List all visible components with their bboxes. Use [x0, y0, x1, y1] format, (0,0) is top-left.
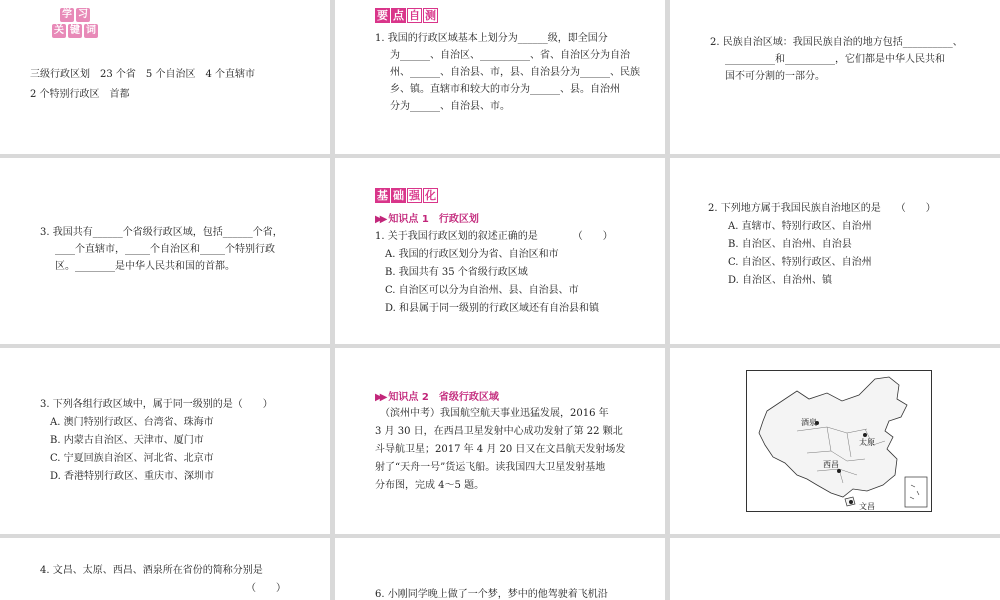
self-test-line: 州、______、自治县、市，县、自治县分为______、民族 — [390, 67, 640, 78]
self-test-heading — [375, 8, 438, 23]
self-test-line: 乡、镇。直辖市和较大的市分为______、县。自治州 — [390, 84, 620, 95]
option: D. 和县属于同一级别的行政区域还有自治县和镇 — [385, 303, 600, 314]
panel-dream — [335, 538, 665, 600]
site-xichang-dot — [837, 469, 841, 473]
keywords-line-1: 三级行政区划 23 个省 5 个自治区 4 个直辖市 — [30, 69, 255, 80]
question-2: 2. 下列地方属于我国民族自治地区的是 （ ） — [708, 203, 936, 214]
panel-launch-bases — [335, 348, 665, 534]
logo-char: 学 — [62, 9, 72, 20]
arrow-icon: ▶▶ — [375, 214, 385, 225]
passage-line: 射了“天舟一号”货运飞船。读我国四大卫星发射基地 — [375, 462, 606, 473]
label-xichang: 西昌 — [823, 460, 839, 469]
province-count-line: ____个直辖市，_____个自治区和_____个特别行政 — [55, 244, 275, 255]
heading-char: 化 — [425, 189, 436, 202]
panel-empty — [670, 538, 1000, 600]
option: A. 直辖市、特别行政区、自治州 — [728, 221, 872, 232]
panel-foundation — [335, 158, 665, 344]
keywords-line-2: 2 个特别行政区 首都 — [30, 89, 130, 100]
logo-char: 习 — [78, 9, 88, 20]
logo-char: 键 — [70, 25, 80, 36]
passage-line: 分布图，完成 4～5 题。 — [375, 480, 485, 491]
self-test-line: 分为______、自治县、市。 — [390, 101, 510, 112]
option: A. 我国的行政区划分为省、自治区和市 — [385, 249, 559, 260]
site-taiyuan-dot — [863, 433, 867, 437]
self-test-line: 1. 我国的行政区域基本上划分为______级，即全国分 — [375, 33, 608, 44]
panel-province-count — [0, 158, 330, 344]
option: C. 宁夏回族自治区、河北省、北京市 — [50, 453, 214, 464]
option: B. 我国共有 35 个省级行政区域 — [385, 267, 528, 278]
option: A. 澳门特别行政区、台湾省、珠海市 — [50, 417, 214, 428]
knowledge-point-1 — [375, 210, 479, 225]
panel-map — [670, 348, 1000, 534]
panel-self-test — [335, 0, 665, 154]
passage-line: 斗导航卫星；2017 年 4 月 20 日又在文昌航天发射场发 — [375, 444, 626, 455]
autonomy-line: 2. 民族自治区域：我国民族自治的地方包括__________、 — [710, 37, 963, 48]
foundation-heading — [375, 188, 438, 203]
panel-autonomy — [670, 0, 1000, 154]
province-count-line: 区。________是中华人民共和国的首都。 — [55, 261, 235, 272]
china-launch-sites-map — [746, 370, 932, 512]
panel-province-abbrev — [0, 538, 330, 600]
panel-same-level — [0, 348, 330, 534]
passage-line: 3 月 30 日，在西昌卫星发射中心成功发射了第 22 颗北 — [375, 426, 623, 437]
option: C. 自治区、特别行政区、自治州 — [728, 257, 872, 268]
knowledge-point-2 — [375, 388, 499, 403]
option: B. 内蒙古自治区、天津市、厦门市 — [50, 435, 204, 446]
option: C. 自治区可以分为自治州、县、自治县、市 — [385, 285, 579, 296]
label-taiyuan: 太原 — [859, 438, 875, 447]
heading-char: 要 — [377, 9, 388, 22]
kp-label: 知识点 2 省级行政区域 — [388, 392, 499, 403]
logo-char: 关 — [54, 25, 64, 36]
kp-label: 知识点 1 行政区划 — [388, 214, 479, 225]
option: B. 自治区、自治州、自治县 — [728, 239, 852, 250]
answer-paren: （ ） — [246, 583, 286, 594]
autonomy-line: 国不可分割的一部分。 — [725, 71, 825, 82]
heading-char: 测 — [425, 9, 436, 22]
panel-keywords — [0, 0, 330, 154]
label-wenchang: 文昌 — [859, 502, 875, 511]
panel-autonomous-regions — [670, 158, 1000, 344]
keywords-logo — [52, 8, 98, 40]
china-outline — [759, 377, 907, 497]
option: D. 自治区、自治州、镇 — [728, 275, 833, 286]
south-china-sea-inset — [905, 477, 927, 507]
heading-char: 础 — [393, 189, 404, 202]
heading-char: 基 — [377, 189, 388, 202]
question-6: 6. 小刚同学晚上做了一个梦，梦中的他驾驶着飞机沿 — [375, 589, 608, 600]
site-wenchang-dot — [849, 500, 853, 504]
question-1: 1. 关于我国行政区划的叙述正确的是 （ ） — [375, 231, 613, 242]
question-3: 3. 下列各组行政区域中，属于同一级别的是（ ） — [40, 399, 273, 410]
label-jiuquan: 酒泉 — [801, 418, 817, 427]
logo-char: 词 — [86, 25, 96, 36]
heading-char: 点 — [393, 9, 404, 22]
map-svg — [747, 371, 931, 511]
arrow-icon: ▶▶ — [375, 392, 385, 403]
passage-line: （滨州中考）我国航空航天事业迅猛发展，2016 年 — [375, 408, 609, 419]
autonomy-line: __________和__________，它们都是中华人民共和 — [725, 54, 945, 65]
question-4: 4. 文昌、太原、西昌、酒泉所在省份的简称分别是 — [40, 565, 263, 576]
heading-char: 自 — [409, 9, 420, 22]
self-test-line: 为______、自治区、__________、省、自治区分为自治 — [390, 50, 630, 61]
province-count-line: 3. 我国共有______个省级行政区域，包括______个省， — [40, 227, 283, 238]
heading-char: 强 — [409, 189, 420, 202]
option: D. 香港特别行政区、重庆市、深圳市 — [50, 471, 215, 482]
